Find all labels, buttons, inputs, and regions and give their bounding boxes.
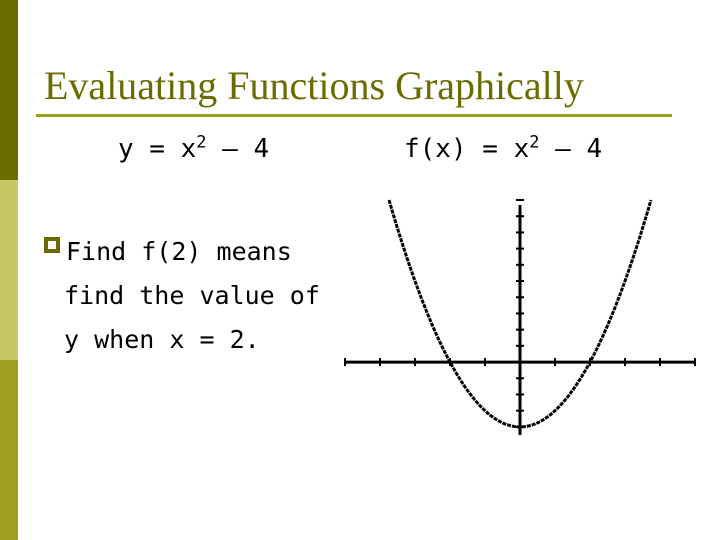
parabola-graph [340,195,700,440]
bullet-line-1: Find f(2) means [66,237,292,266]
accent-bar-top [0,0,18,180]
bullet-line-2: find the value of [64,281,320,310]
equation-right-exponent: 2 [529,132,540,153]
equation-left [118,134,269,164]
bullet-line-3: y when x = 2. [64,325,260,354]
accent-bar-bottom [0,360,18,540]
bullet-text [66,230,336,362]
equation-right-base: f(x) = x [404,134,530,164]
slide-title: Evaluating Functions Graphically [44,63,584,108]
accent-bar-middle [0,180,18,360]
equation-right [404,134,602,164]
square-bullet-icon [44,237,60,253]
left-accent-bar [0,0,18,540]
title-underline [36,114,672,117]
equation-left-rest: – 4 [206,134,270,164]
equation-right-rest: – 4 [539,134,603,164]
equation-left-exponent: 2 [196,132,207,153]
equation-left-base: y = x [118,134,197,164]
